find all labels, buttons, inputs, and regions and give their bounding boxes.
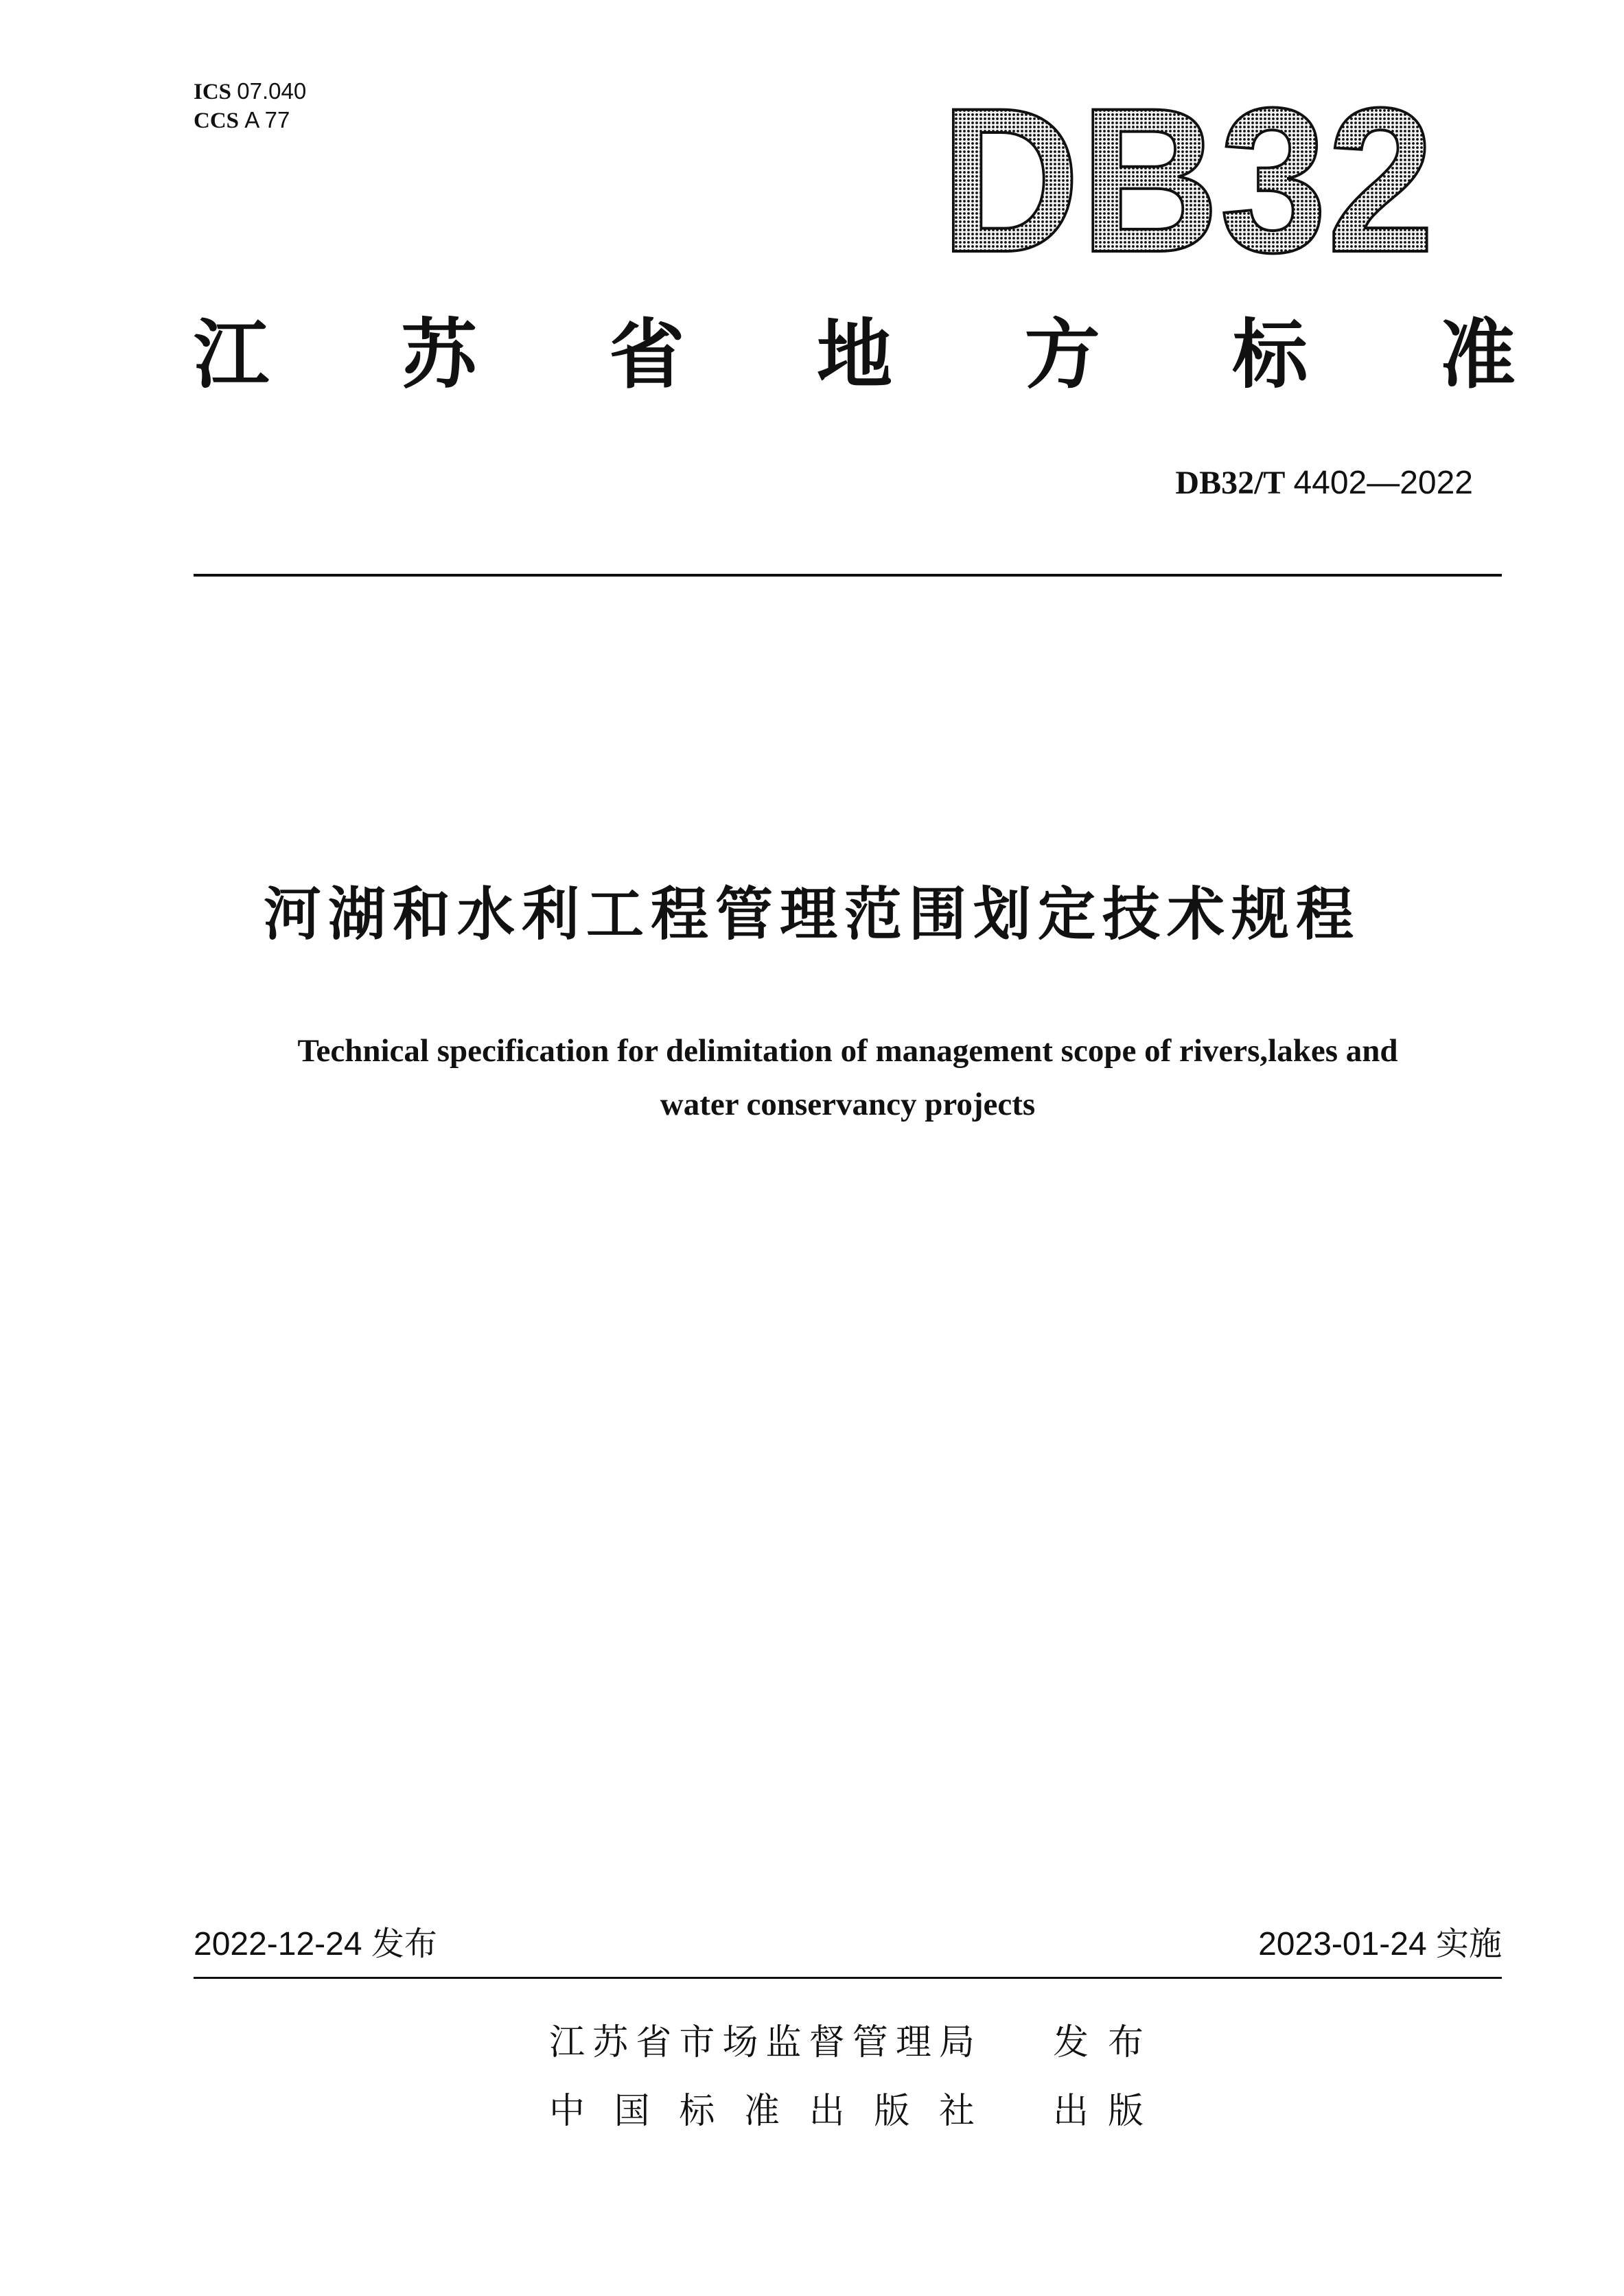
category-char: 标 [1232,311,1308,399]
standard-number [1175,467,1473,500]
ics-code-line [194,80,306,104]
issue-date-value: 2022-12-24 [194,1926,362,1962]
issuing-organization: 江苏省市场监督管理局 [549,2022,975,2063]
standard-number-prefix: DB32/T [1175,465,1286,501]
category-char: 方 [1024,311,1100,399]
category-char: 省 [609,311,685,399]
top-divider [194,574,1502,577]
implementation-date-value: 2023-01-24 [1258,1926,1427,1962]
english-title-line-1: Technical specification for delimitation of management scope of rivers,lakes and [297,1033,1398,1069]
issue-date [194,1927,437,1961]
category-char: 江 [194,311,269,399]
ccs-label: CCS [194,108,240,133]
db32-logo-text: DB32 [940,88,1435,268]
publishing-organization: 中国标准出版社 [549,2091,975,2132]
category-char: 准 [1439,311,1516,399]
issuing-role: 发布 [1053,2022,1163,2063]
publishing-role: 出版 [1053,2091,1163,2132]
ccs-code-line [194,108,290,132]
implementation-date [1258,1927,1502,1961]
chinese-title: 河湖和水利工程管理范围划定技术规程 [263,881,1360,948]
bottom-divider [194,1977,1502,1979]
standard-category-title [194,311,1516,399]
issue-label: 发布 [371,1925,437,1963]
category-char: 苏 [401,311,477,399]
implementation-label: 实施 [1435,1925,1502,1963]
ics-code: 07.040 [237,78,307,104]
ccs-code: A 77 [244,107,290,132]
ics-label: ICS [194,80,232,104]
english-title-line-2: water conservancy projects [660,1087,1036,1122]
db32-logo [933,88,1441,268]
category-char: 地 [816,311,892,399]
english-title [194,1024,1502,1131]
standard-number-rest: 4402—2022 [1293,465,1473,501]
